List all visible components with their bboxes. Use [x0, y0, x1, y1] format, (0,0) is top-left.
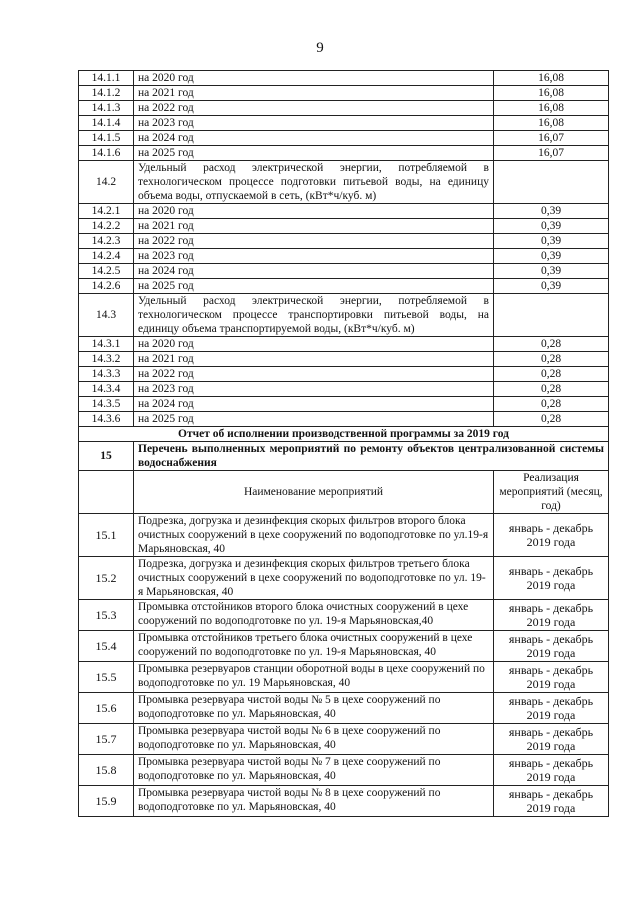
row-number: 14.3.6	[79, 412, 134, 427]
row-value: 0,39	[494, 204, 609, 219]
row-year: на 2023 год	[134, 249, 494, 264]
table-row	[79, 279, 609, 294]
row-year: на 2020 год	[134, 337, 494, 352]
activity-period: январь - декабрь 2019 года	[494, 557, 609, 600]
row-number: 14.3.1	[79, 337, 134, 352]
row-year: на 2023 год	[134, 382, 494, 397]
row-value: 16,07	[494, 146, 609, 161]
section-row	[79, 442, 609, 471]
table-row	[79, 249, 609, 264]
row-number: 14.2.1	[79, 204, 134, 219]
activity-description: Промывка резервуара чистой воды № 5 в цехе сооружений по водоподготовке по ул. Марьяновская, 40	[134, 693, 494, 724]
row-value: 0,39	[494, 279, 609, 294]
table-row	[79, 755, 609, 786]
row-value: 0,28	[494, 367, 609, 382]
column-header-row	[79, 471, 609, 514]
row-year: на 2021 год	[134, 219, 494, 234]
production-program-table	[78, 70, 609, 817]
row-value: 16,07	[494, 131, 609, 146]
column-header-name: Наименование мероприятий	[134, 471, 494, 514]
row-year: на 2024 год	[134, 131, 494, 146]
empty-cell	[494, 294, 609, 337]
activity-description: Промывка резервуара чистой воды № 7 в цехе сооружений по водоподготовке по ул. Марьяновская, 40	[134, 755, 494, 786]
row-number: 15.1	[79, 514, 134, 557]
row-number: 15.7	[79, 724, 134, 755]
row-value: 16,08	[494, 101, 609, 116]
table-row	[79, 71, 609, 86]
table-row	[79, 786, 609, 817]
row-year: на 2025 год	[134, 146, 494, 161]
row-number: 14.1.2	[79, 86, 134, 101]
row-year: на 2020 год	[134, 71, 494, 86]
row-year: на 2022 год	[134, 101, 494, 116]
row-year: на 2022 год	[134, 234, 494, 249]
row-number: 14.1.3	[79, 101, 134, 116]
table-row	[79, 131, 609, 146]
activity-period: январь - декабрь 2019 года	[494, 786, 609, 817]
activity-period: январь - декабрь 2019 года	[494, 631, 609, 662]
activity-period: январь - декабрь 2019 года	[494, 755, 609, 786]
row-value: 0,39	[494, 234, 609, 249]
table-row	[79, 662, 609, 693]
table-row	[79, 204, 609, 219]
table-row	[79, 367, 609, 382]
row-value: 0,28	[494, 352, 609, 367]
row-number: 15.9	[79, 786, 134, 817]
activity-description: Промывка резервуара чистой воды № 6 в цехе сооружений по водоподготовке по ул. Марьяновская, 40	[134, 724, 494, 755]
activity-period: январь - декабрь 2019 года	[494, 514, 609, 557]
row-year: на 2021 год	[134, 86, 494, 101]
table-row	[79, 557, 609, 600]
table-row	[79, 234, 609, 249]
section-number: 15	[79, 442, 134, 471]
row-number: 15.2	[79, 557, 134, 600]
row-number: 14.1.1	[79, 71, 134, 86]
page-number: 9	[316, 40, 324, 56]
activity-period: январь - декабрь 2019 года	[494, 600, 609, 631]
row-year: на 2022 год	[134, 367, 494, 382]
table-row	[79, 631, 609, 662]
table-row	[79, 337, 609, 352]
activity-description: Промывка резервуаров станции оборотной воды в цехе сооружений по водоподготовке по ул. 19 Марьяновская, 40	[134, 662, 494, 693]
row-value: 16,08	[494, 86, 609, 101]
row-number: 15.5	[79, 662, 134, 693]
table-row	[79, 724, 609, 755]
section-number: 14.2	[79, 161, 134, 204]
row-value: 0,28	[494, 337, 609, 352]
row-year: на 2025 год	[134, 279, 494, 294]
table-row	[79, 219, 609, 234]
section-row	[79, 161, 609, 204]
row-value: 0,39	[494, 219, 609, 234]
row-number: 14.1.4	[79, 116, 134, 131]
row-value: 0,39	[494, 264, 609, 279]
row-number: 14.1.5	[79, 131, 134, 146]
empty-cell	[79, 471, 134, 514]
row-number: 14.3.5	[79, 397, 134, 412]
empty-cell	[494, 161, 609, 204]
row-year: на 2023 год	[134, 116, 494, 131]
table-row	[79, 412, 609, 427]
activity-period: январь - декабрь 2019 года	[494, 724, 609, 755]
table-row	[79, 86, 609, 101]
activity-description: Подрезка, догрузка и дезинфекция скорых фильтров третьего блока очистных сооружений в цехе сооружений по водоподготовке по ул. 19-я Марьяновская, 40	[134, 557, 494, 600]
table-row	[79, 514, 609, 557]
row-number: 14.2.5	[79, 264, 134, 279]
row-number: 15.3	[79, 600, 134, 631]
row-value: 16,08	[494, 116, 609, 131]
section-description: Удельный расход электрической энергии, потребляемой в технологическом процессе транспортировки питьевой воды, на единицу объема транспортируемой воды, (кВт*ч/куб. м)	[134, 294, 494, 337]
row-number: 15.8	[79, 755, 134, 786]
row-number: 15.4	[79, 631, 134, 662]
row-number: 14.1.6	[79, 146, 134, 161]
row-value: 0,39	[494, 249, 609, 264]
table-row	[79, 146, 609, 161]
row-number: 14.2.2	[79, 219, 134, 234]
activity-period: январь - декабрь 2019 года	[494, 662, 609, 693]
row-value: 0,28	[494, 412, 609, 427]
table-row	[79, 101, 609, 116]
report-heading-row	[79, 427, 609, 442]
section-number: 14.3	[79, 294, 134, 337]
activity-period: январь - декабрь 2019 года	[494, 693, 609, 724]
activity-description: Промывка отстойников второго блока очистных сооружений в цехе сооружений по водоподготовке по ул. 19-я Марьяновская,40	[134, 600, 494, 631]
row-year: на 2024 год	[134, 264, 494, 279]
table-row	[79, 264, 609, 279]
table-row	[79, 600, 609, 631]
table-row	[79, 693, 609, 724]
table-row	[79, 382, 609, 397]
activity-description: Промывка резервуара чистой воды № 8 в цехе сооружений по водоподготовке по ул. Марьяновская, 40	[134, 786, 494, 817]
row-number: 14.2.3	[79, 234, 134, 249]
table-row	[79, 397, 609, 412]
row-year: на 2025 год	[134, 412, 494, 427]
section-description: Перечень выполненных мероприятий по ремонту объектов централизованной системы водоснабжения	[134, 442, 609, 471]
row-number: 14.3.2	[79, 352, 134, 367]
row-year: на 2021 год	[134, 352, 494, 367]
activity-description: Промывка отстойников третьего блока очистных сооружений в цехе сооружений по водоподготовке по ул. 19-я Марьяновская, 40	[134, 631, 494, 662]
row-value: 16,08	[494, 71, 609, 86]
table-row	[79, 116, 609, 131]
row-number: 14.3.3	[79, 367, 134, 382]
row-number: 14.2.4	[79, 249, 134, 264]
section-row	[79, 294, 609, 337]
row-value: 0,28	[494, 397, 609, 412]
section-description: Удельный расход электрической энергии, потребляемой в технологическом процессе подготовки питьевой воды, на единицу объема воды, отпускаемой в сеть, (кВт*ч/куб. м)	[134, 161, 494, 204]
row-number: 15.6	[79, 693, 134, 724]
report-heading: Отчет об исполнении производственной программы за 2019 год	[79, 427, 609, 442]
column-header-realization: Реализация мероприятий (месяц, год)	[494, 471, 609, 514]
row-number: 14.3.4	[79, 382, 134, 397]
row-year: на 2020 год	[134, 204, 494, 219]
row-number: 14.2.6	[79, 279, 134, 294]
row-year: на 2024 год	[134, 397, 494, 412]
row-value: 0,28	[494, 382, 609, 397]
activity-description: Подрезка, догрузка и дезинфекция скорых фильтров второго блока очистных сооружений в цехе сооружений по водоподготовке по ул.19-я Марьяновская, 40	[134, 514, 494, 557]
table-row	[79, 352, 609, 367]
